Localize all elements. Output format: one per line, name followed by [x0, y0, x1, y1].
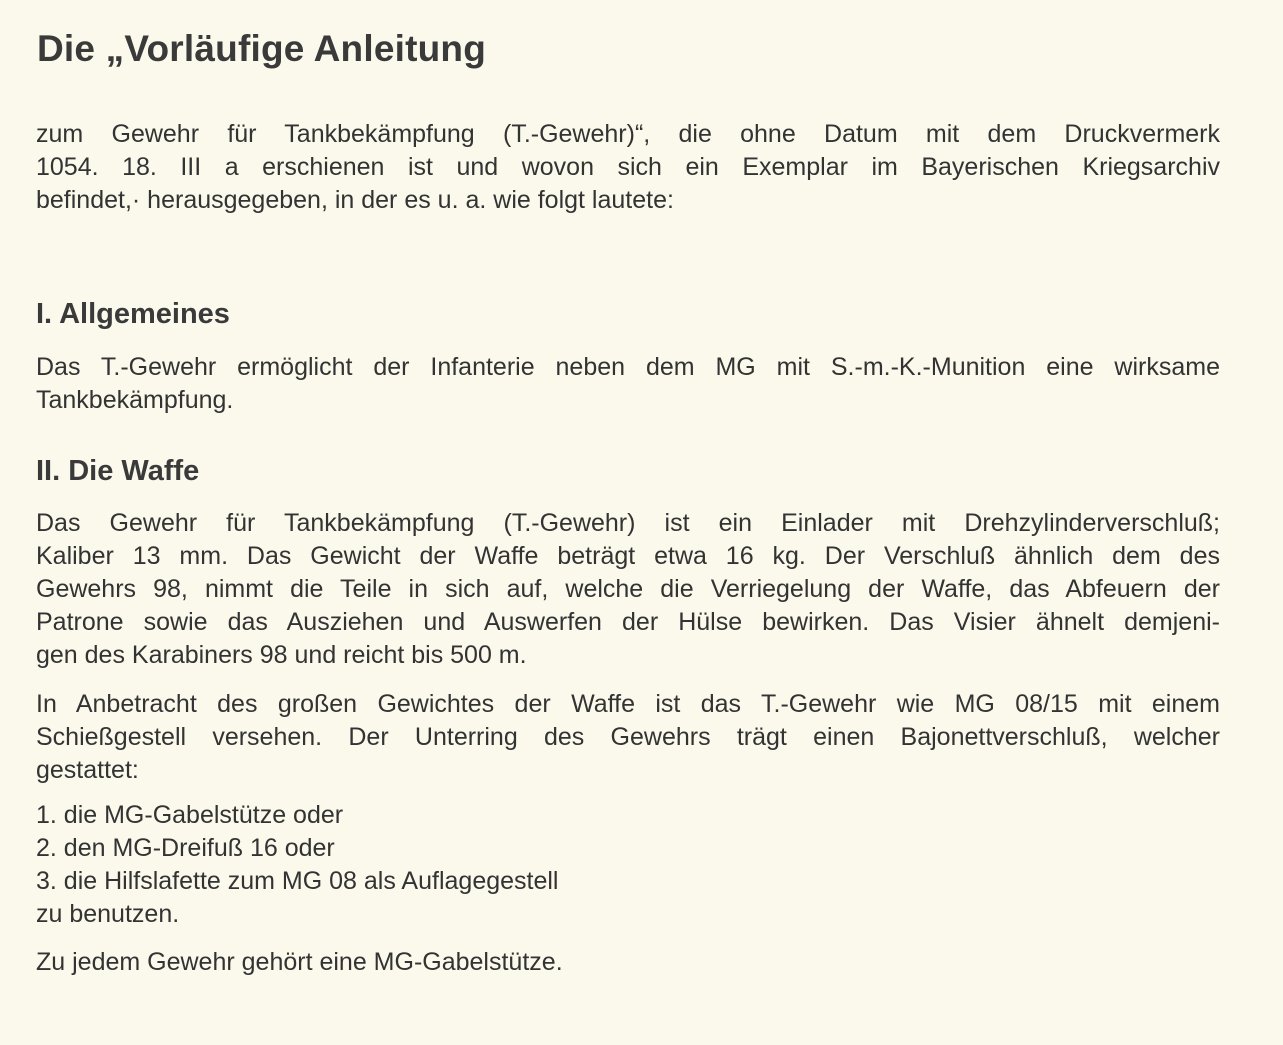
- section-heading-allgemeines: I. Allgemeines: [36, 298, 230, 330]
- intro-line-1: zum Gewehr für Tankbekämpfung (T.-Gewehr)“, die ohne Datum mit dem Druckvermerk: [36, 120, 1220, 148]
- list-item: 3. die Hilfslafette zum MG 08 als Auflagegestell: [36, 867, 559, 895]
- list-item: 1. die MG-Gabelstütze oder: [36, 801, 344, 829]
- section2-p1-line-3: Gewehrs 98, nimmt die Teile in sich auf, welche die Verriegelung der Waffe, das Abfeuern der: [36, 575, 1220, 603]
- list-item: zu benutzen.: [36, 900, 180, 928]
- closing-sentence: Zu jedem Gewehr gehört eine MG-Gabelstütze.: [36, 948, 563, 976]
- section2-p1-line-5: gen des Karabiners 98 und reicht bis 500 m.: [36, 641, 527, 669]
- section2-paragraph-1: [36, 507, 1220, 672]
- intro-line-2: 1054. 18. III a erschienen ist und wovon sich ein Exemplar im Bayerischen Kriegsarchiv: [36, 153, 1220, 181]
- page-title: Die „Vorläufige Anleitung: [37, 28, 487, 69]
- intro-line-3: befindet,· herausgegeben, in der es u. a. wie folgt lautete:: [36, 186, 674, 214]
- section2-p1-line-4: Patrone sowie das Ausziehen und Auswerfen der Hülse bewirken. Das Visier ähnelt demjeni-: [36, 608, 1220, 636]
- section2-p2-line-2: Schießgestell versehen. Der Unterring des Gewehrs trägt einen Bajonettverschluß, welcher: [36, 723, 1220, 751]
- list-item: 2. den MG-Dreifuß 16 oder: [36, 834, 335, 862]
- section2-p2-line-1: In Anbetracht des großen Gewichtes der Waffe ist das T.-Gewehr wie MG 08/15 mit einem: [36, 690, 1220, 718]
- section1-paragraph: [36, 351, 1220, 417]
- section2-p2-line-3: gestattet:: [36, 756, 139, 784]
- section1-line-2: Tankbekämpfung.: [36, 386, 234, 414]
- mount-options-list: [36, 799, 559, 931]
- section2-p1-line-2: Kaliber 13 mm. Das Gewicht der Waffe beträgt etwa 16 kg. Der Verschluß ähnlich dem des: [36, 542, 1220, 570]
- section1-line-1: Das T.-Gewehr ermöglicht der Infanterie neben dem MG mit S.-m.-K.-Munition eine wirksame: [36, 353, 1220, 381]
- section2-paragraph-2: [36, 688, 1220, 787]
- section2-p1-line-1: Das Gewehr für Tankbekämpfung (T.-Gewehr) ist ein Einlader mit Drehzylinderverschluß;: [36, 509, 1220, 537]
- intro-paragraph: [36, 118, 1220, 217]
- section-heading-die-waffe: II. Die Waffe: [36, 455, 200, 487]
